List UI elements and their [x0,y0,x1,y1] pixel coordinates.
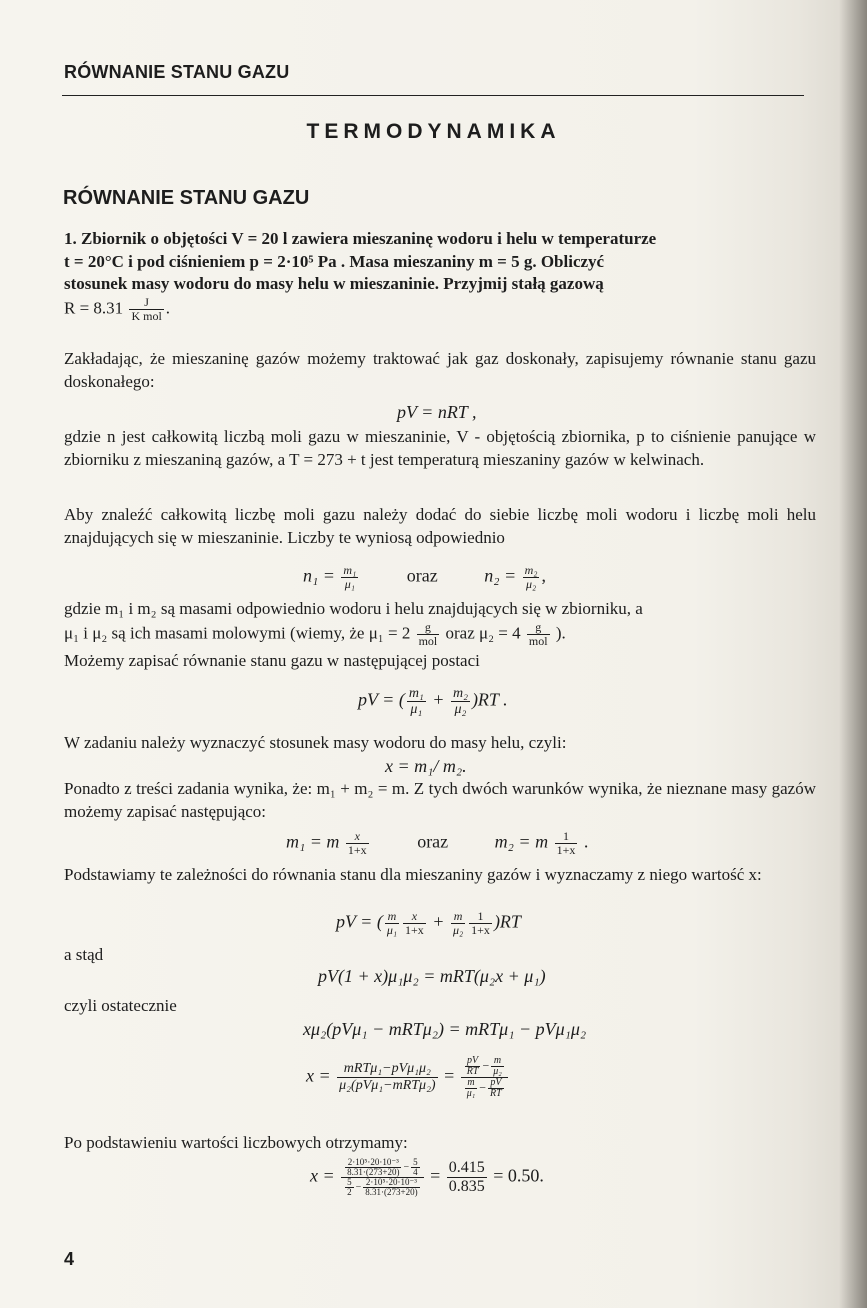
paragraph: gdzie n jest całkowitą liczbą moli gazu w mieszaninie, V - objętością zbiornika, p to ciśnienie panujące w zbiorniku z mieszaniną gazów, a T = 273 + t jest temperaturą mieszaniny gazów w kelwinach. [64,427,816,469]
section-title: RÓWNANIE STANU GAZU [63,187,310,209]
equation: x = $\frac{\text{mRTμ₁−pVμ₁μ₂}}{\text{μ₂(pVμ₁−mRTμ₂)}}$ = $\frac{pV}{RT}$ − $\frac{m}{\text{μ₂}}$ $\frac{m}{\text{μ₁}}$ − $\frac{pV}{RT}$ [306,1056,510,1099]
gas-constant-unit: $\frac{J}{\text{K mol}}$ [131,294,162,323]
equation: n₁ = $\frac{\text{m₁}}{\text{μ₁}}$ oraz n₂ = $\frac{\text{m₂}}{\text{μ₂}}$ , [303,563,546,591]
equation: x = m₁/ m₂. [385,756,467,776]
running-header: RÓWNANIE STANU GAZU [64,62,290,82]
paragraph: Aby znaleźć całkowitą liczbę moli gazu należy dodać do siebie liczbę moli wodoru i liczbę moli helu znajdujących się w mieszaninie. Liczby te wyniosą odpowiednio [64,505,816,547]
paragraph: Ponadto z treści zadania wynika, że: m₁ + m₂ = m. Z tych dwóch warunków wynika, że nieznane masy gazów możemy zapisać następująco: [64,779,816,821]
page-edge-shadow [839,0,867,1308]
problem-line: stosunek masy wodoru do masy helu w mieszaninie. Przyjmij stałą gazową [64,274,604,293]
paragraph: a stąd [64,945,104,964]
part-title: TERMODYNAMIKA [306,120,561,143]
gas-constant: R = 8.31 [64,297,124,317]
paragraph: Po podstawieniu wartości liczbowych otrzymamy: [64,1133,408,1152]
header-rule [62,95,804,96]
paragraph: Podstawiamy te zależności do równania stanu dla mieszaniny gazów i wyznaczamy z niego wartość x: [64,865,762,884]
equation: m₁ = m $\frac{x}{1+x}$ oraz m₂ = m $\frac{1}{1+x}$ . [286,829,589,857]
paragraph: W zadaniu należy wyznaczyć stosunek masy wodoru do masy helu, czyli: [64,733,567,752]
equation: xμ₂(pVμ₁ − mRTμ₂) = mRTμ₁ − pVμ₁μ₂ [303,1019,587,1039]
problem-statement [64,228,816,323]
page-number: 4 [64,1249,75,1269]
equation: pV = ( $\frac{m}{\text{μ₁}}$ $\frac{x}{1+x}$ + $\frac{m}{\text{μ₂}}$ $\frac{1}{1+x}$ )RT [336,909,521,937]
problem-line: 1. Zbiornik o objętości V = 20 l zawiera mieszaninę wodoru i helu w temperaturze [64,229,657,248]
paragraph: gdzie m₁ i m₂ są masami odpowiednio wodoru i helu znajdujących się w zbiorniku, a [64,599,643,618]
equation: pV = nRT , [397,402,477,422]
paragraph: Możemy zapisać równanie stanu gazu w następującej postaci [64,651,480,670]
equation: x = $\frac{\text{2·10⁵·20·10⁻³}}{8.31\cdot(273+20)}$ − $\frac{5}{4}$ $\frac{5}{2}$ − $\frac{\text{2·10⁵·20·10⁻³}}{8.31\cdot(273+20)}$ = $\frac{0.415}{0.835}$ = 0.50. [310,1157,544,1197]
equation: pV(1 + x)μ₁μ₂ = mRT(μ₂x + μ₁) [318,966,546,986]
paragraph: μ₁ i μ₂ są ich masami molowymi (wiemy, że μ₁ = 2 $\frac{g}{\text{mol}}$ oraz μ₂ = 4 $\frac{g}{\text{mol}}$ ). [64,620,566,648]
problem-line: R = 8.31 $\frac{J}{\text{K mol}}$ . [64,294,171,323]
paragraph: Zakładając, że mieszaninę gazów możemy traktować jak gaz doskonały, zapisujemy równanie stanu gazu doskonałego: [64,349,816,391]
paragraph: czyli ostatecznie [64,996,177,1015]
equation: pV = ( $\frac{\text{m₁}}{\text{μ₁}}$ + $\frac{\text{m₂}}{\text{μ₂}}$ )RT . [358,686,508,717]
problem-line: t = 20°C i pod ciśnieniem p = 2·10⁵ Pa . Masa mieszaniny m = 5 g. Obliczyć [64,251,605,271]
